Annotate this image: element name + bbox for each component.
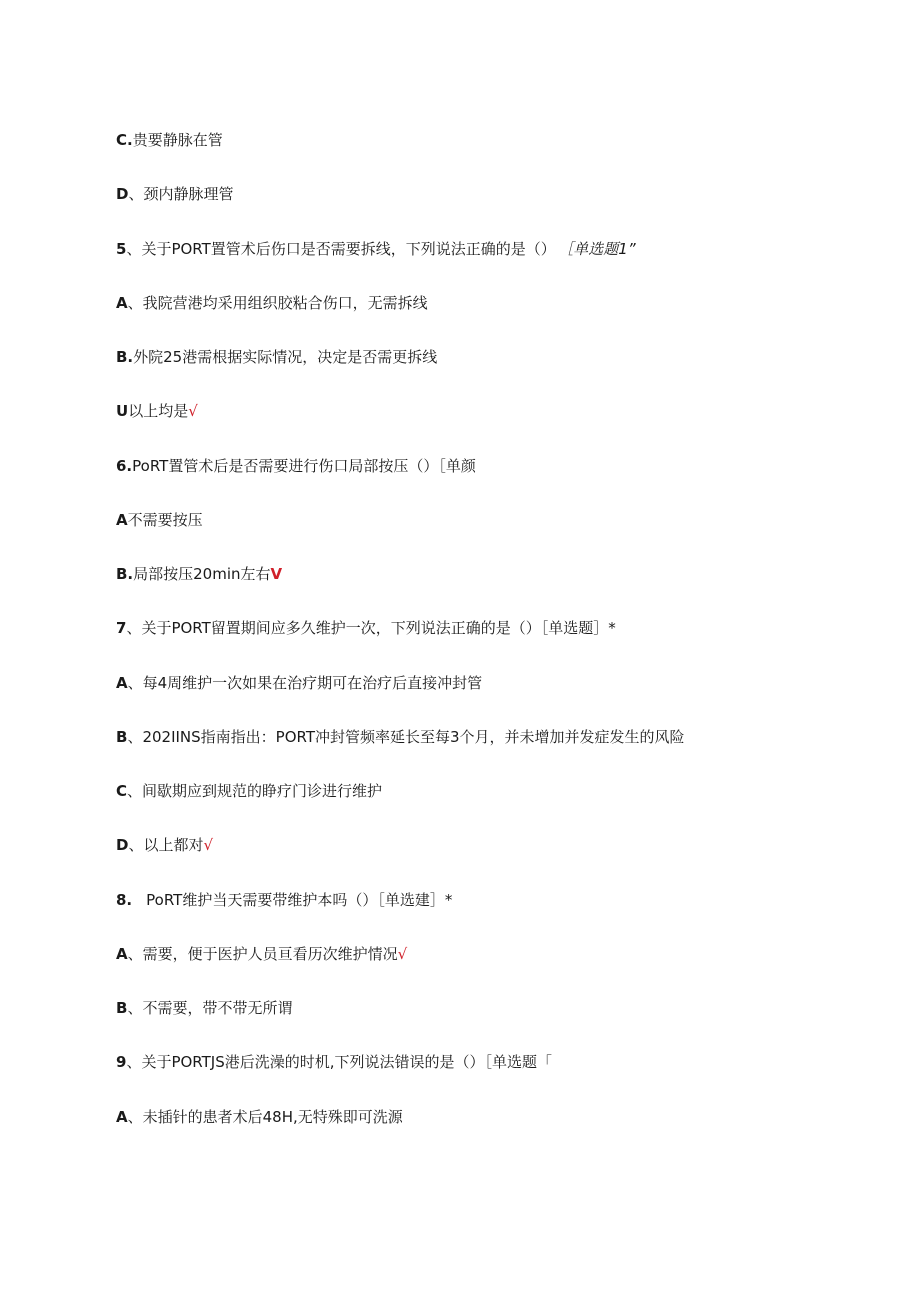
option-text: 、以上都对 bbox=[128, 836, 204, 854]
option-line bbox=[116, 184, 233, 204]
option-line bbox=[116, 727, 685, 747]
question-text: 、关于PORT留置期间应多久维护一次，下列说法正确的是（）［单选题］* bbox=[126, 619, 616, 637]
question-number: 6. bbox=[116, 457, 133, 475]
question-line bbox=[116, 1052, 552, 1072]
option-text: 、颈内静脉理管 bbox=[128, 185, 234, 203]
option-line bbox=[116, 401, 198, 421]
option-line bbox=[116, 347, 437, 367]
option-label: D bbox=[116, 836, 129, 854]
option-label: B bbox=[116, 728, 128, 746]
option-line bbox=[116, 130, 223, 150]
question-number: 7 bbox=[116, 619, 127, 637]
option-line bbox=[116, 673, 482, 693]
option-label: B. bbox=[116, 565, 134, 583]
option-text: 以上均是 bbox=[128, 402, 189, 420]
correct-check-icon: √ bbox=[203, 836, 214, 854]
option-label: A bbox=[116, 674, 128, 692]
option-label: A bbox=[116, 945, 128, 963]
option-line bbox=[116, 1107, 403, 1127]
option-text: 、我院营港均采用组织胶粘合伤口，无需拆线 bbox=[127, 294, 428, 312]
option-label: C. bbox=[116, 131, 133, 149]
option-text: 、202IINS指南指出：PORT冲封管频率延长至每3个月，并未增加并发症发生的风险 bbox=[127, 728, 685, 746]
option-label: C bbox=[116, 782, 128, 800]
option-text: 、未插针的患者术后48H,无特殊即可洗源 bbox=[127, 1108, 403, 1126]
option-text: 、不需要，带不带无所谓 bbox=[127, 999, 293, 1017]
question-number: 9 bbox=[116, 1053, 127, 1071]
option-line bbox=[116, 835, 213, 855]
option-line bbox=[116, 944, 407, 964]
option-line bbox=[116, 998, 292, 1018]
option-label: U bbox=[116, 402, 129, 420]
option-label: B bbox=[116, 999, 128, 1017]
question-text: 、关于PORTJS港后洗澡的时机,下列说法错误的是（）［单选题「 bbox=[126, 1053, 552, 1071]
question-text: PoRT维护当天需要带维护本吗（）［单选建］* bbox=[146, 891, 453, 909]
question-text: PoRT置管术后是否需要进行伤口局部按压（）［单颜 bbox=[132, 457, 476, 475]
option-text: 贵要静脉在管 bbox=[132, 131, 223, 149]
question-type: ［单选题1” bbox=[565, 240, 636, 258]
option-line bbox=[116, 564, 282, 584]
question-line bbox=[116, 239, 636, 259]
option-text: 、每4周维护一次如果在治疗期可在治疗后直接冲封管 bbox=[127, 674, 483, 692]
question-text: 、关于PORT置管术后伤口是否需要拆线，下列说法正确的是（） bbox=[126, 240, 556, 258]
option-label: A bbox=[116, 1108, 128, 1126]
option-line bbox=[116, 293, 428, 313]
question-line bbox=[116, 618, 616, 638]
option-text: 、需要，便于医护人员亘看历次维护情况 bbox=[127, 945, 398, 963]
question-line bbox=[116, 456, 476, 476]
option-label: A bbox=[116, 294, 128, 312]
option-text: 、间歇期应到规范的睁疗门诊进行维护 bbox=[127, 782, 383, 800]
correct-check-icon: V bbox=[270, 565, 283, 583]
option-text: 不需要按压 bbox=[127, 511, 203, 529]
option-line bbox=[116, 781, 382, 801]
option-label: B. bbox=[116, 348, 134, 366]
option-label: D bbox=[116, 185, 129, 203]
correct-check-icon: √ bbox=[397, 945, 408, 963]
question-number: 8. bbox=[116, 891, 133, 909]
option-text: 局部按压20min左右 bbox=[133, 565, 271, 583]
option-text: 外院25港需根据实际情况，决定是否需更拆线 bbox=[133, 348, 438, 366]
question-line bbox=[116, 890, 452, 910]
correct-check-icon: √ bbox=[188, 402, 198, 420]
option-label: A bbox=[116, 511, 128, 529]
question-number: 5 bbox=[116, 240, 127, 258]
option-line bbox=[116, 510, 203, 530]
